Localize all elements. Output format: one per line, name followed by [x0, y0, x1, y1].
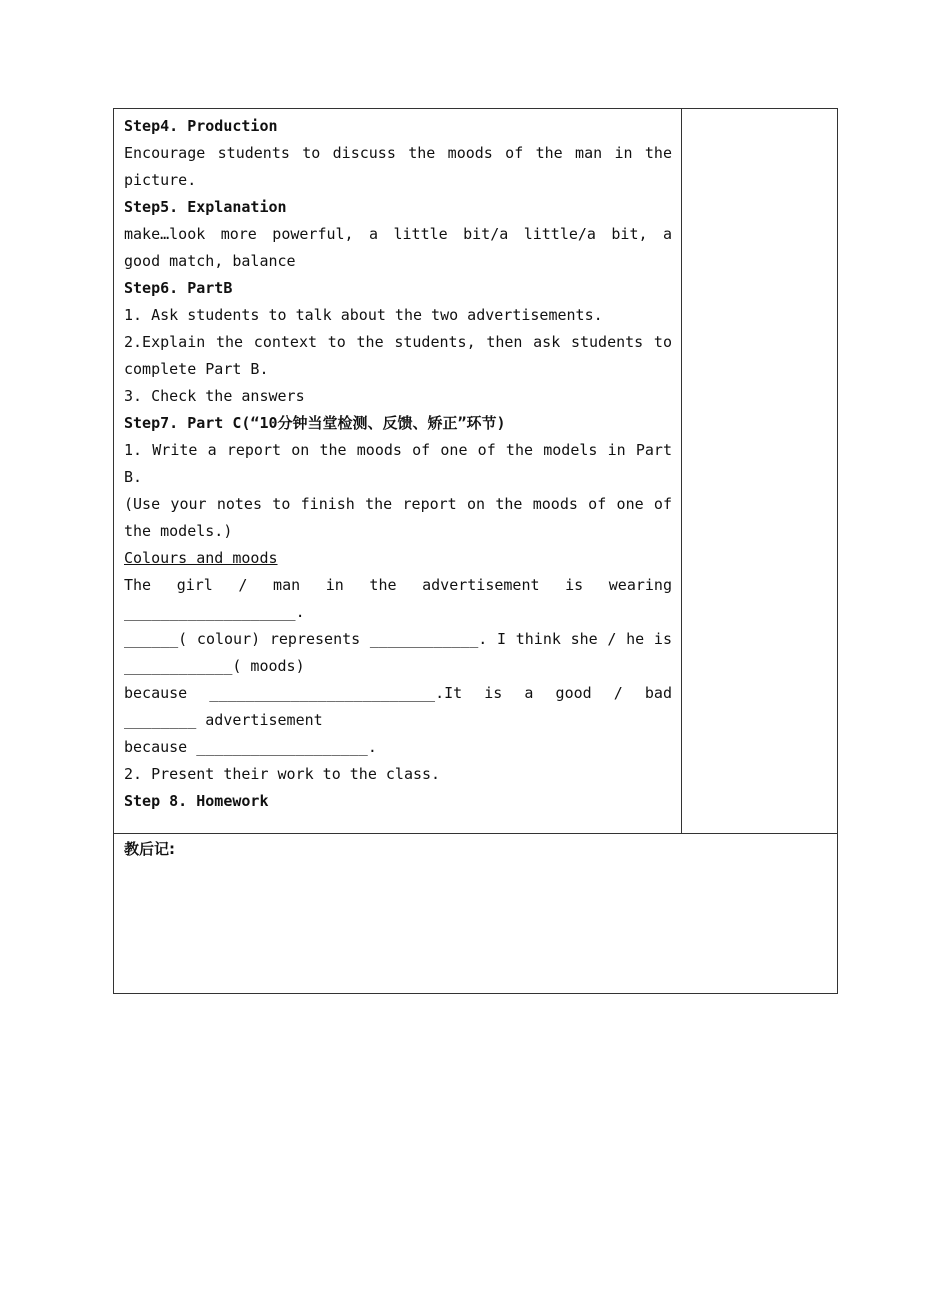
post-lesson-notes-label: 教后记: — [124, 840, 175, 858]
lesson-steps-cell — [114, 109, 682, 834]
step5-heading: Step5. Explanation — [124, 198, 287, 216]
report-line-6: ________ advertisement — [124, 711, 323, 729]
step4-text-line-2: picture. — [124, 171, 197, 189]
report-line-5: because _________________________.It is a good / bad — [124, 684, 672, 702]
lesson-steps-row — [114, 109, 838, 834]
step7-note-line-2: the models.) — [124, 522, 233, 540]
report-title: Colours and moods — [124, 549, 278, 567]
report-line-7: because ___________________. — [124, 738, 377, 756]
lesson-plan-table — [113, 108, 838, 994]
step6-item-2-line-2: complete Part B. — [124, 360, 269, 378]
post-lesson-notes-row — [114, 834, 838, 994]
step4-heading: Step4. Production — [124, 117, 278, 135]
report-line-3: ______( colour) represents ____________. I think she / he is — [124, 630, 672, 648]
step7-item-2: 2. Present their work to the class. — [124, 765, 441, 783]
step7-note-line-1: (Use your notes to finish the report on the moods of one of — [124, 495, 672, 513]
step5-text-line-2: good match, balance — [124, 252, 296, 270]
report-line-2: ___________________. — [124, 603, 305, 621]
step8-heading: Step 8. Homework — [124, 792, 269, 810]
step6-item-1: 1. Ask students to talk about the two advertisements. — [124, 306, 603, 324]
step6-heading: Step6. PartB — [124, 279, 233, 297]
report-title-line — [124, 545, 672, 572]
step7-item-1-line-1: 1. Write a report on the moods of one of the models in Part — [124, 441, 672, 459]
step5-text-line-1: make…look more powerful, a little bit/a little/a bit, a — [124, 225, 672, 243]
post-lesson-notes-cell — [114, 834, 838, 994]
report-line-4: ____________( moods) — [124, 657, 305, 675]
step7-heading: Step7. Part C(“10分钟当堂检测、反馈、矫正”环节) — [124, 414, 506, 432]
step6-item-3: 3. Check the answers — [124, 387, 305, 405]
step6-item-2-line-1: 2.Explain the context to the students, then ask students to — [124, 333, 672, 351]
step7-item-1-line-2: B. — [124, 468, 143, 486]
side-notes-cell — [682, 109, 838, 834]
step4-text-line-1: Encourage students to discuss the moods of the man in the — [124, 144, 672, 162]
report-line-1: The girl / man in the advertisement is wearing — [124, 576, 672, 594]
lesson-steps-content — [114, 109, 681, 815]
